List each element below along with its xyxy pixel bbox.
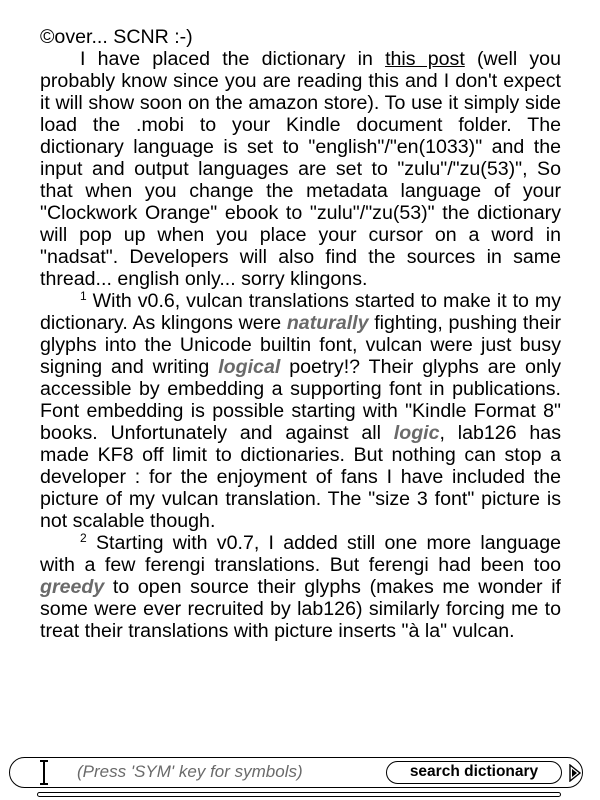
search-input-hint[interactable]: (Press 'SYM' key for symbols) (77, 762, 303, 781)
paragraph-ferengi (40, 532, 561, 642)
ferengi-text-1: Starting with v0.7, I added still one more language with a few ferengi translations. But ferengi had been too (40, 532, 561, 576)
reading-progress-bar (37, 792, 561, 797)
emphasis-logic: logic (393, 422, 440, 444)
vulcan-text-4: , lab126 has made KF8 off limit to dictionaries. But nothing can stop a developer : for the enjoyment of fans I have included the picture of my vulcan translation. The "size 3 font" picture is not scalable though. (40, 422, 561, 532)
ferengi-text-2: to open source their glyphs (makes me wonder if some were ever recruited by lab126) similarly forcing me to treat their translations with picture inserts "à la" vulcan. (40, 576, 561, 642)
search-dictionary-button[interactable]: search dictionary (386, 761, 562, 784)
paragraph-vulcan (40, 290, 561, 532)
document-page (40, 26, 561, 642)
triangle-right-icon[interactable] (568, 764, 582, 782)
text-cursor-icon (40, 760, 48, 785)
vulcan-text-1: With v0.6, vulcan translations started to make it to my dictionary. As klingons were (40, 290, 561, 334)
intro-text-start: I have placed the dictionary in (80, 48, 386, 70)
emphasis-naturally: naturally (286, 312, 369, 334)
footnote-marker-1: 1 (80, 289, 87, 303)
emphasis-logical: logical (218, 356, 281, 378)
emphasis-greedy: greedy (40, 576, 105, 598)
title-line: ©over... SCNR :-) (40, 26, 193, 48)
this-post-link[interactable]: this post (385, 48, 465, 70)
paragraph-intro (40, 48, 561, 290)
dictionary-search-bar[interactable] (9, 757, 583, 788)
footnote-marker-2: 2 (80, 531, 87, 545)
vulcan-text-3: poetry!? Their glyphs are only accessible by embedding a supporting font in publications. Font embedding is possible starting with "Kindle Format 8" books. Unfortunately and against all (40, 356, 561, 444)
vulcan-text-2: fighting, pushing their glyphs into the Unicode builtin font, vulcan were just busy signing and writing (40, 312, 561, 378)
intro-text-end: (well you probably know since you are reading this and I don't expect it will show soon on the amazon store). To use it simply side load the .mobi to your Kindle document folder. The dictionary language is set to "english"/"en(1033)" and the input and output languages are set to "zulu"/"zu(53)", So that when you change the metadata language of your "Clockwork Orange" ebook to "zulu"/"zu(53)" the dictionary will pop up when you place your cursor on a word in "nadsat". Developers will also find the sources in same thread... english only... sorry klingons. (40, 48, 561, 290)
